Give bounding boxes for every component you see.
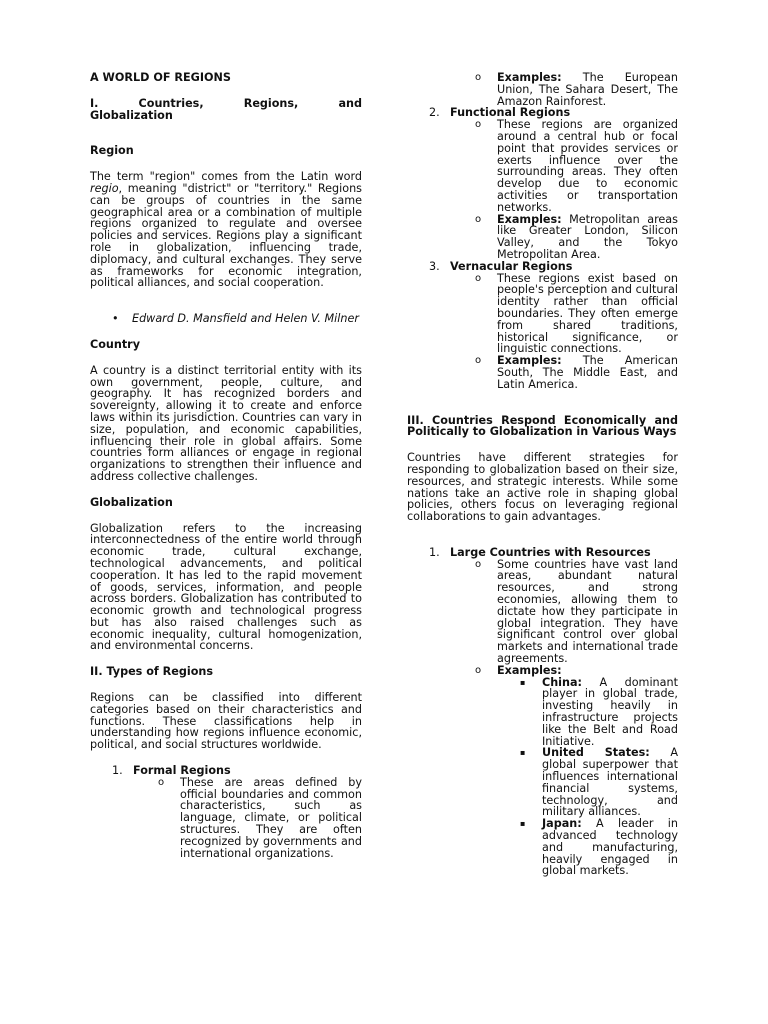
- vernacular-examples-text: [497, 355, 678, 390]
- region-text: , meaning "district" or "territory." Regions can be groups of countries in the same geographical area or a combination of multiple regions organized to regulate and oversee policies and services. Regions play a significant role in globalization, influencing trade, diplomacy, and cultural exchanges. They serve as frameworks for economic integration, political alliances, and social cooperation.: [90, 181, 362, 290]
- square-bullet-icon: ▪: [520, 819, 526, 829]
- examples-label: Examples:: [497, 354, 562, 368]
- vernacular-regions-title: Vernacular Regions: [450, 259, 573, 273]
- document-title: A WORLD OF REGIONS: [90, 71, 231, 84]
- formal-examples-text: [497, 72, 678, 107]
- bullet-o-icon: o: [475, 558, 482, 570]
- large-countries-title: Large Countries with Resources: [450, 545, 651, 559]
- author-citation: [112, 313, 362, 325]
- country-heading: Country: [90, 337, 140, 351]
- functional-regions-examples: [475, 214, 678, 261]
- formal-regions-title: Formal Regions: [133, 764, 231, 778]
- section-1-heading: [90, 98, 362, 122]
- bullet-o-icon: o: [475, 355, 482, 367]
- section-1-word: and: [338, 96, 362, 110]
- example-japan: [520, 818, 678, 877]
- bullet-o-icon: o: [158, 776, 165, 788]
- examples-value: The American South, The Middle East, and Latin America.: [497, 354, 678, 391]
- types-heading: II. Types of Regions: [90, 665, 214, 679]
- section-3-heading: III. Countries Respond Economically and Politically to Globalization in Various Ways: [407, 413, 678, 439]
- region-latin-word: regio: [90, 181, 119, 195]
- right-column: [407, 72, 678, 877]
- large-countries-item: [429, 547, 678, 559]
- examples-label: Examples:: [497, 71, 562, 84]
- large-countries-desc-item: [475, 559, 678, 665]
- example-country-name: Japan:: [542, 817, 582, 831]
- functional-examples-text: [497, 214, 678, 261]
- functional-regions-desc: These regions are organized around a central hub or focal point that provides services or exerts influence over the surrounding areas. They often develop due to economic activities or transportation networks.: [497, 118, 678, 214]
- vernacular-regions-item: [429, 261, 678, 273]
- list-number: 1.: [429, 545, 440, 559]
- section-3-paragraph: Countries have different strategies for responding to globalization based on their size, resources, and strategic interests. While some nations take an active role in shaping global policies, others focus on leveraging regional collaborations to gain advantages.: [407, 451, 678, 524]
- functional-regions-desc-item: [475, 119, 678, 213]
- examples-value: The European Union, The Sahara Desert, The Amazon Rainforest.: [497, 71, 678, 108]
- bullet-o-icon: o: [475, 213, 482, 225]
- globalization-heading: Globalization: [90, 495, 173, 509]
- square-bullet-icon: ▪: [520, 677, 526, 687]
- country-paragraph: A country is a distinct territorial entity with its own government, people, culture, and geography. It has recognized borders and sovereignty, allowing it to create and enforce laws within its jurisdiction. Countries can vary in size, population, and economic capabilities, influencing their role in global affairs. Some countries form alliances or engage in regional organizations to strengthen their influence and address collective challenges.: [90, 363, 362, 483]
- region-heading: Region: [90, 144, 134, 158]
- section-1-word: Countries,: [138, 96, 204, 110]
- formal-regions-desc-item: [158, 777, 362, 860]
- list-number: 3.: [429, 259, 440, 273]
- region-text: The term "region" comes from the Latin word: [90, 170, 362, 184]
- example-text: [542, 747, 678, 818]
- section-1-word: Regions,: [243, 96, 299, 110]
- list-number: 1.: [112, 764, 123, 778]
- example-country-desc: A dominant player in global trade, investing heavily in infrastructure projects like the Belt and Road Initiative.: [542, 675, 678, 748]
- vernacular-regions-examples: [475, 355, 678, 390]
- example-united-states: [520, 747, 678, 818]
- section-1-numeral: I.: [90, 96, 99, 110]
- globalization-paragraph: Globalization refers to the increasing interconnectedness of the entire world through economic trade, cultural exchange, technological advancements, and political cooperation. It has led to the rapid movement of goods, services, information, and people across borders. Globalization has contributed to economic growth and technological progress but has also raised challenges such as economic inequality, cultural homogenization, and environmental concerns.: [90, 521, 362, 653]
- example-country-name: United States:: [542, 746, 650, 760]
- large-countries-desc: Some countries have vast land areas, abundant natural resources, and strong economies, allowing them to dictate how they participate in global integration. They have significant control over global markets and international trade agreements.: [497, 557, 678, 666]
- example-text: [542, 677, 678, 748]
- examples-value: Metropolitan areas like Greater London, Silicon Valley, and the Tokyo Metropolitan Area.: [497, 212, 678, 261]
- vernacular-regions-desc: These regions exist based on people's perception and cultural identity rather than official boundaries. They often emerge from shared traditions, historical significance, or linguistic connections.: [497, 271, 678, 356]
- formal-regions-desc: These are areas defined by official boundaries and common characteristics, such as language, climate, or political structures. They are often recognized by governments and international organizations.: [180, 775, 362, 860]
- list-number: 2.: [429, 106, 440, 120]
- vernacular-regions-desc-item: [475, 273, 678, 356]
- example-china: [520, 677, 678, 748]
- example-country-desc: A global superpower that influences international financial systems, technology, and military alliances.: [542, 746, 678, 819]
- region-paragraph: [90, 171, 362, 289]
- formal-regions-examples: [475, 72, 678, 107]
- left-column: [90, 72, 362, 859]
- bullet-o-icon: o: [475, 119, 482, 131]
- examples-label: Examples:: [497, 663, 562, 677]
- author-names: Edward D. Mansfield and Helen V. Milner: [132, 312, 359, 326]
- examples-label: Examples:: [497, 212, 562, 226]
- bullet-icon: •: [112, 312, 119, 326]
- bullet-o-icon: o: [475, 72, 482, 83]
- bullet-o-icon: o: [475, 664, 482, 676]
- functional-regions-title: Functional Regions: [450, 106, 571, 120]
- example-text: [542, 818, 678, 877]
- types-paragraph: Regions can be classified into different categories based on their characteristics and functions. These classifications help in understanding how regions influence economic, political, and social structures worldwide.: [90, 691, 362, 752]
- section-1-heading-line2: Globalization: [90, 108, 173, 122]
- example-country-name: China:: [542, 675, 582, 689]
- square-bullet-icon: ▪: [520, 748, 526, 758]
- bullet-o-icon: o: [475, 272, 482, 284]
- example-country-desc: A leader in advanced technology and manufacturing, heavily engaged in global markets.: [542, 817, 678, 878]
